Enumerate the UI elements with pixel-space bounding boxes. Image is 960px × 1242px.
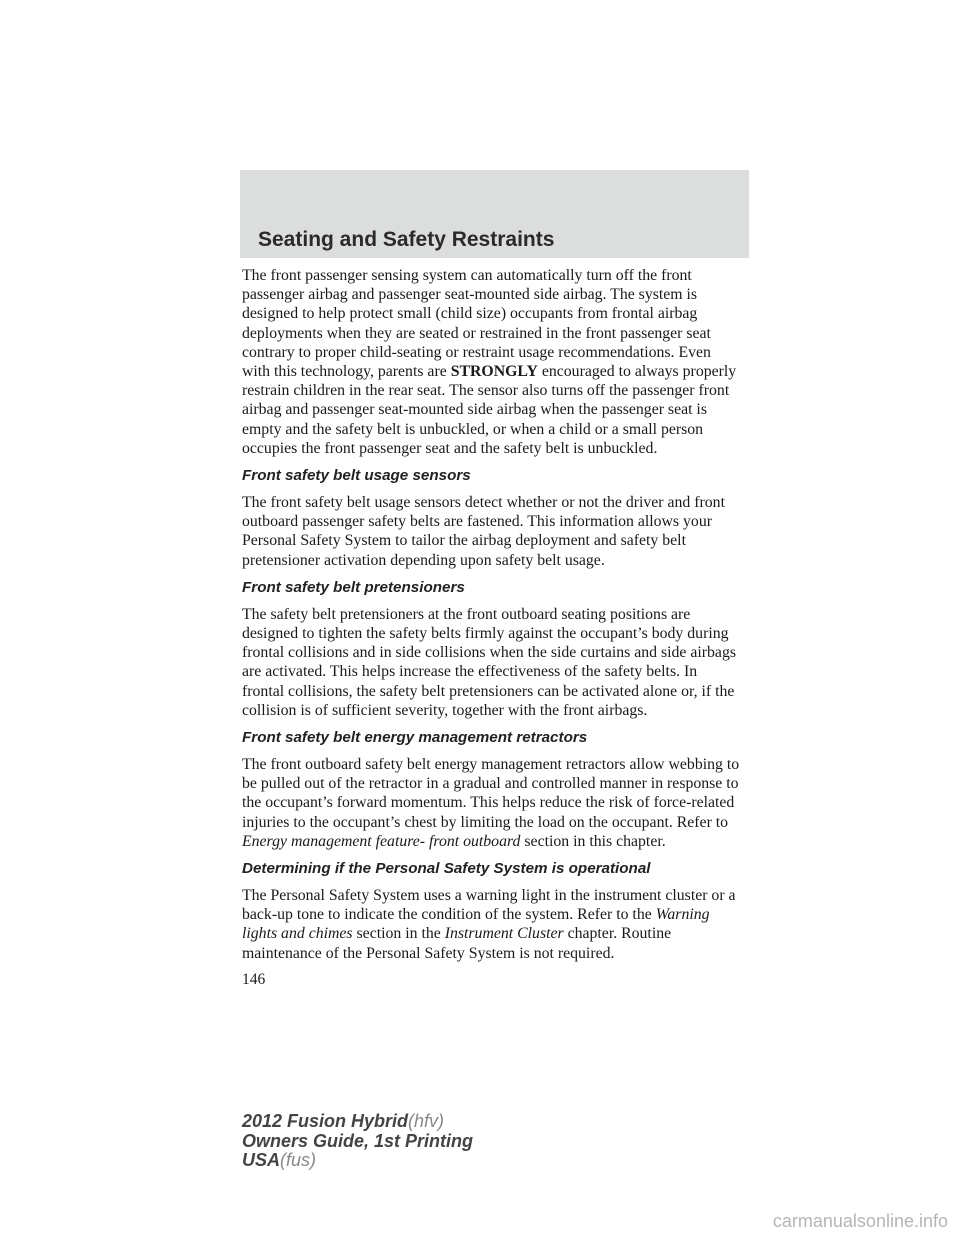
retractors-text-2: section in this chapter. xyxy=(524,832,666,850)
retractors-text-1: The front outboard safety belt energy management retractors allow webbing to be pulled out of the retractor in a gradual and controlled manner in response to the occupant’s forward momentum. This helps reduce the risk of force-related injuries to the occupant’s chest by limiting the load on the occupant. Refer to xyxy=(242,756,740,831)
watermark-link[interactable]: carmanualsonline.info xyxy=(772,1211,948,1231)
operational-text-3: chapter. Routine maintenance of the Personal Safety System is not required. xyxy=(242,925,672,962)
intro-paragraph xyxy=(242,266,742,458)
page-content xyxy=(242,266,742,972)
reference-energy-management: Energy management feature- front outboard xyxy=(242,832,521,850)
emphasis-strongly: STRONGLY xyxy=(450,363,538,381)
operational-text-2: section in the xyxy=(356,925,441,943)
operational-text-1: The Personal Safety System uses a warning light in the instrument cluster or a back-up tone to indicate the condition of the system. Refer to the xyxy=(242,887,736,924)
intro-text-2: encouraged to always properly restrain children in the rear seat. The sensor also turns off the passenger front airbag and passenger seat-mounted side airbag when the passenger seat is empty and the safety belt is unbuckled, or when a child or a small person occupies the front passenger seat and the safety belt is unbuckled. xyxy=(242,363,737,457)
heading-energy-retractors: Front safety belt energy management retractors xyxy=(242,729,588,747)
heading-belt-usage-sensors: Front safety belt usage sensors xyxy=(242,467,471,485)
section-header-band xyxy=(240,170,749,258)
section-title: Seating and Safety Restraints xyxy=(258,228,555,251)
paragraph-system-operational xyxy=(242,886,742,963)
reference-warning-lights: Warning lights and chimes xyxy=(242,906,710,943)
footer-guide: Owners Guide, 1st Printing xyxy=(242,1130,474,1151)
footer-line-guide xyxy=(242,1132,473,1152)
footer-model-code: (hfv) xyxy=(408,1111,445,1131)
heading-system-operational: Determining if the Personal Safety System is operational xyxy=(242,860,651,878)
paragraph-belt-pretensioners: The safety belt pretensioners at the front outboard seating positions are designed to tighten the safety belts firmly against the occupant’s body during frontal collisions and in side collisions when the side curtains and side airbags are activated. This helps increase the effectiveness of the safety belts. In frontal collisions, the safety belt pretensioners can be activated alone or, if the collision is of sufficient severity, together with the front airbags. xyxy=(242,605,736,719)
footer-line-market xyxy=(242,1151,473,1171)
intro-text-1: The front passenger sensing system can automatically turn off the front passenger airbag and passenger seat-mounted side airbag. The system is designed to help protect small (child size) occupants from frontal airbag deployments when they are seated or restrained in the front passenger seat contrary to proper child-seating or restraint usage recommendations. Even with this technology, parents are xyxy=(242,267,711,381)
footer-market-code: (fus) xyxy=(280,1150,317,1170)
reference-instrument-cluster: Instrument Cluster xyxy=(444,925,564,943)
paragraph-belt-usage-sensors: The front safety belt usage sensors detect whether or not the driver and front outboard passenger safety belts are fastened. This information allows your Personal Safety System to tailor the airbag deployment and safety belt pretensioner activation depending upon safety belt usage. xyxy=(242,494,725,569)
paragraph-energy-retractors xyxy=(242,755,742,851)
footer-market: USA xyxy=(242,1150,281,1170)
footer-line-model xyxy=(242,1112,473,1132)
footer-model: 2012 Fusion Hybrid xyxy=(242,1111,409,1131)
page-number: 146 xyxy=(242,971,266,988)
heading-belt-pretensioners: Front safety belt pretensioners xyxy=(242,578,465,596)
document-footer xyxy=(242,1112,473,1171)
